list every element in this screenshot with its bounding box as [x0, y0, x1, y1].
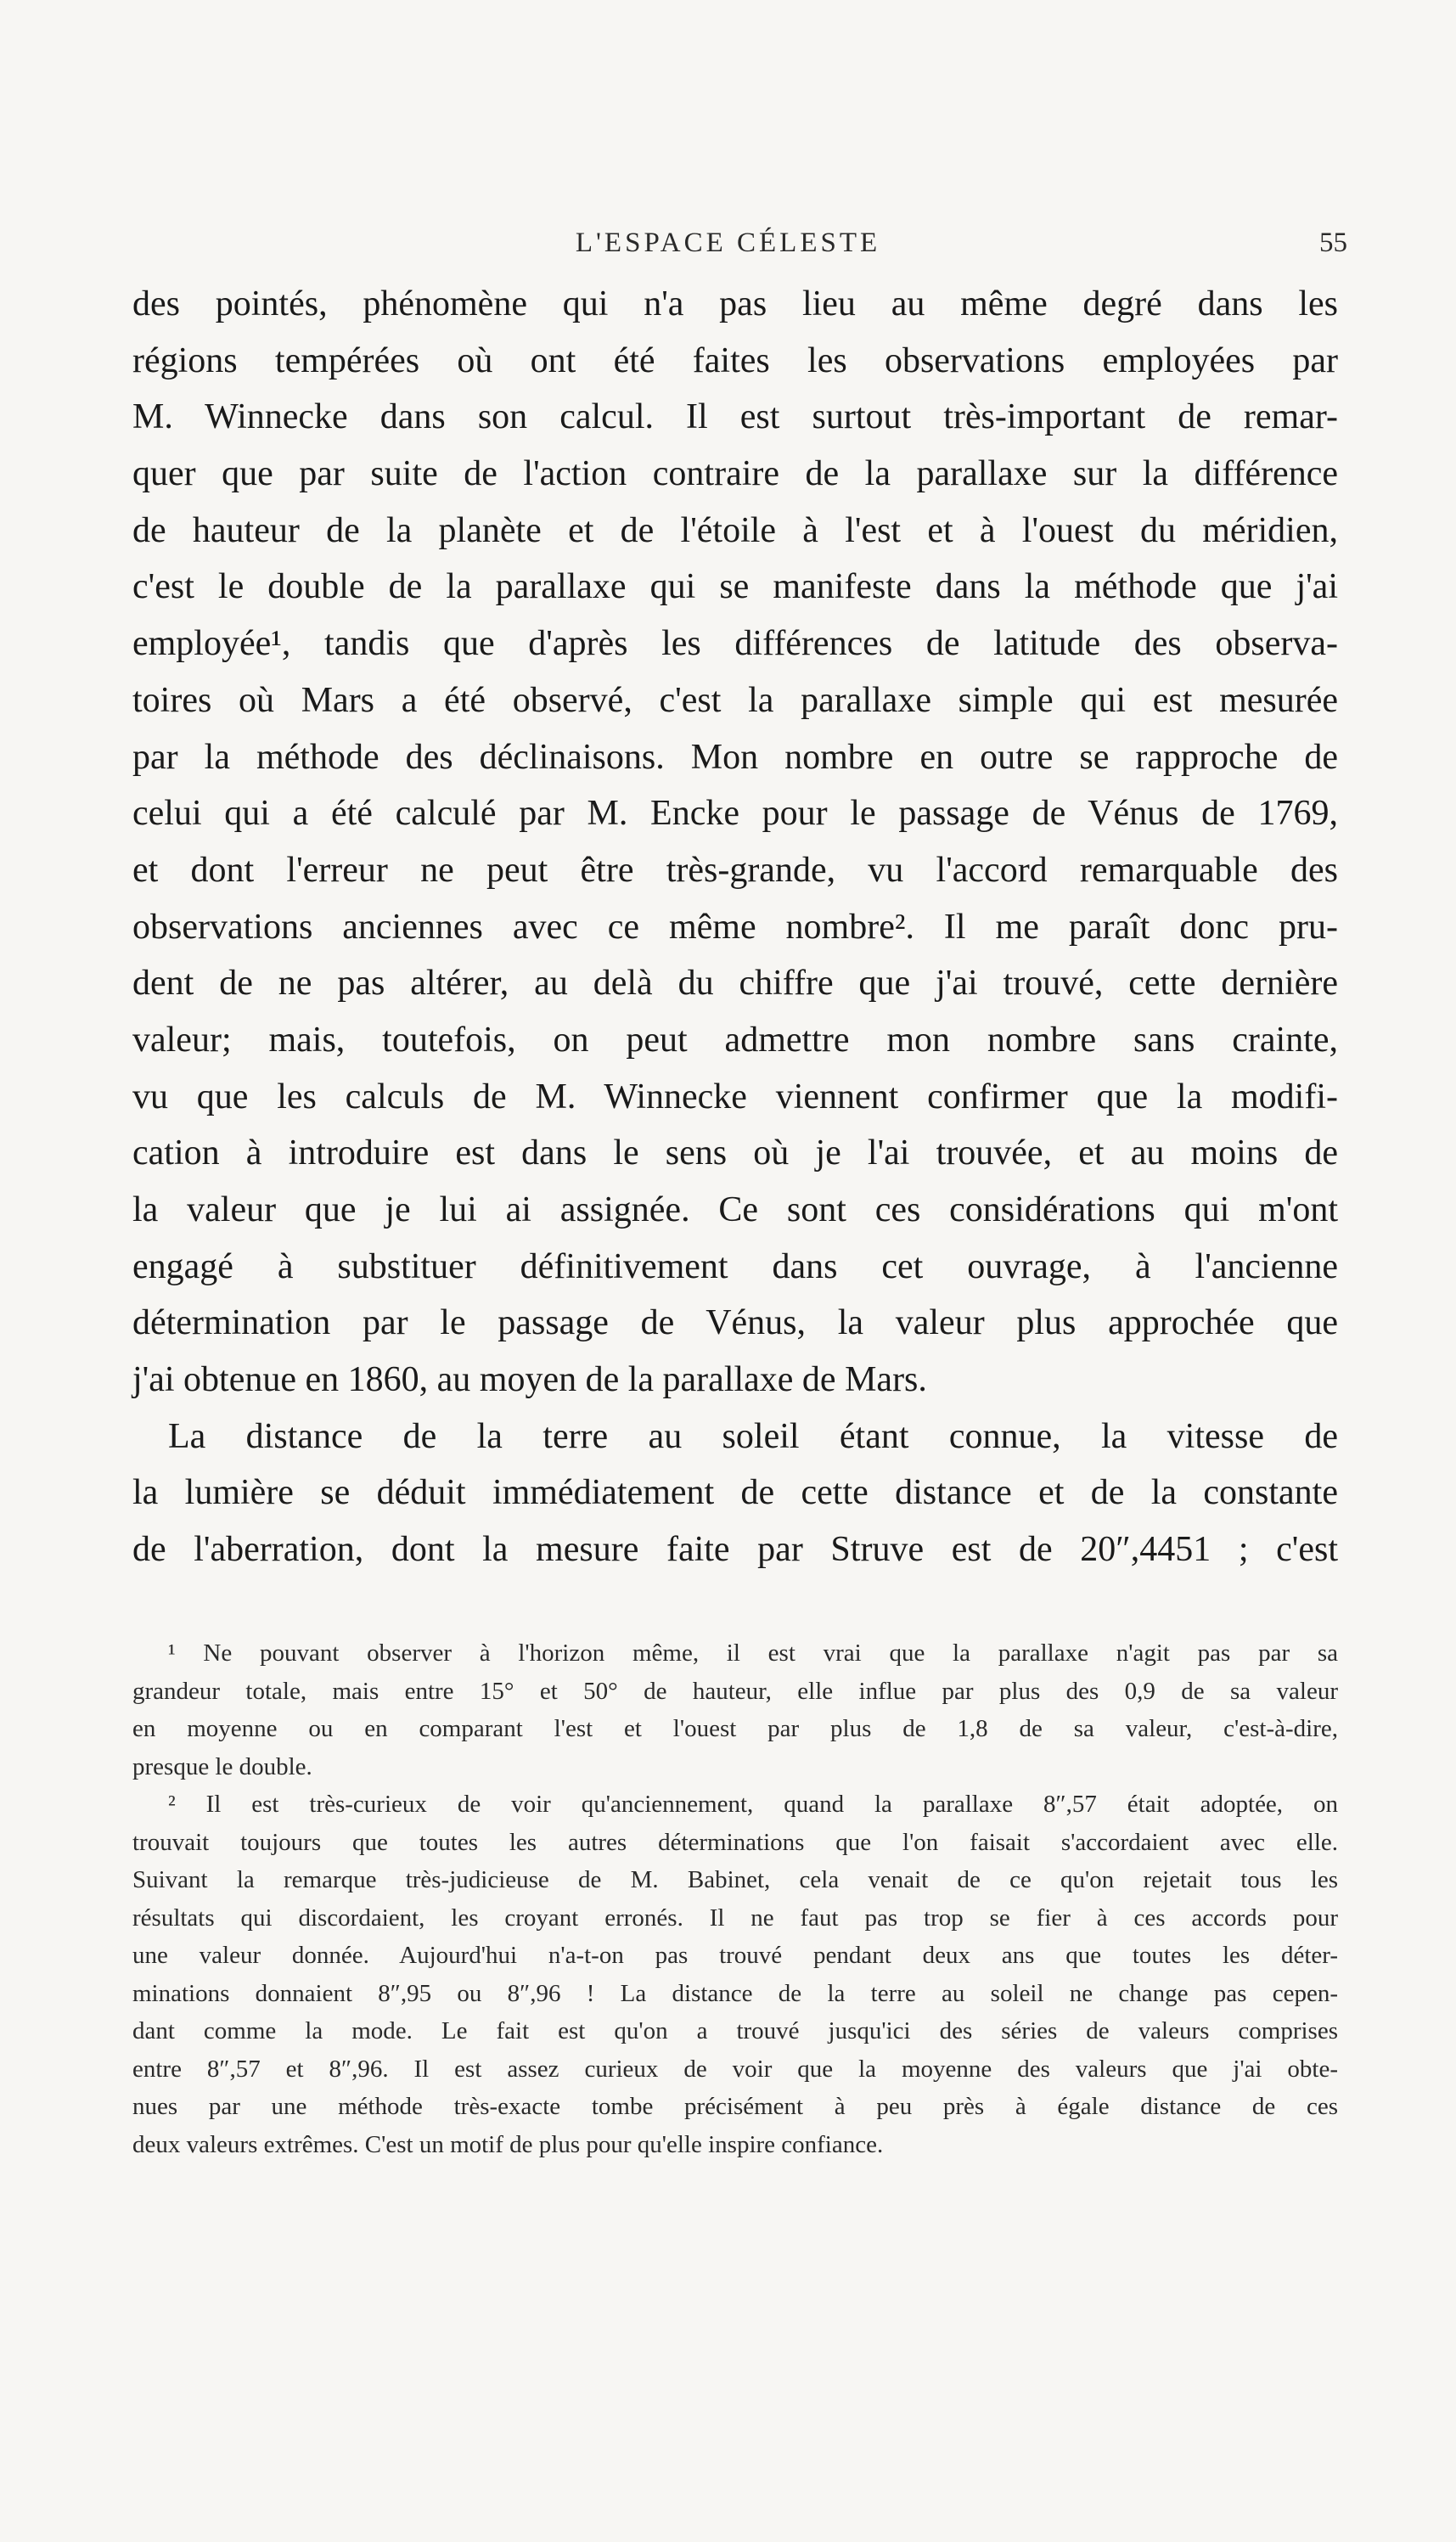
text-line: dent de ne pas altérer, au delà du chiffre que j'ai trouvé, cette dernière	[132, 964, 1338, 1004]
footnotes	[132, 1634, 1338, 2163]
footnote-line: dant comme la mode. Le fait est qu'on a trouvé jusqu'ici des séries de valeurs comprises	[132, 2017, 1338, 2044]
footnote-line: résultats qui discordaient, les croyant erronés. Il ne faut pas trop se fier à ces accords pour	[132, 1904, 1338, 1932]
text-line: de hauteur de la planète et de l'étoile à l'est et à l'ouest du méridien,	[132, 510, 1338, 550]
footnote-line: une valeur donnée. Aujourd'hui n'a-t-on pas trouvé pendant deux ans que toutes les déter-	[132, 1942, 1338, 1969]
page-number: 55	[1319, 228, 1347, 258]
footnote-line: presque le double.	[132, 1752, 312, 1780]
footnote-line: en moyenne ou en comparant l'est et l'ouest par plus de 1,8 de sa valeur, c'est-à-dire,	[132, 1715, 1338, 1742]
text-line: celui qui a été calculé par M. Encke pour le passage de Vénus de 1769,	[132, 794, 1338, 834]
text-line: des pointés, phénomène qui n'a pas lieu au même degré dans les	[132, 284, 1338, 323]
footnote-line: Suivant la remarque très-judicieuse de M. Babinet, cela venait de ce qu'on rejetait tous les	[132, 1866, 1338, 1893]
text-line: la valeur que je lui ai assignée. Ce sont ces considérations qui m'ont	[132, 1190, 1338, 1229]
text-line: quer que par suite de l'action contraire de la parallaxe sur la différence	[132, 454, 1338, 494]
main-text	[132, 276, 1338, 1578]
text-line: la lumière se déduit immédiatement de cette distance et de la constante	[132, 1473, 1338, 1513]
text-line: cation à introduire est dans le sens où je l'ai trouvée, et au moins de	[132, 1133, 1338, 1173]
running-title: L'ESPACE CÉLESTE	[575, 228, 881, 258]
text-line: par la méthode des déclinaisons. Mon nombre en outre se rapproche de	[132, 737, 1338, 777]
text-line: détermination par le passage de Vénus, la valeur plus approchée que	[132, 1303, 1338, 1343]
footnote-line: deux valeurs extrêmes. C'est un motif de plus pour qu'elle inspire confiance.	[132, 2130, 884, 2158]
text-line: observations anciennes avec ce même nombre². Il me paraît donc pru-	[132, 907, 1338, 947]
text-line: valeur; mais, toutefois, on peut admettre mon nombre sans crainte,	[132, 1020, 1338, 1060]
footnote-line: ¹ Ne pouvant observer à l'horizon même, il est vrai que la parallaxe n'agit pas par sa	[168, 1639, 1338, 1667]
text-line: employée¹, tandis que d'après les différences de latitude des observa-	[132, 624, 1338, 664]
text-line: vu que les calculs de M. Winnecke viennent confirmer que la modifi-	[132, 1077, 1338, 1116]
footnote-line: entre 8″,57 et 8″,96. Il est assez curieux de voir que la moyenne des valeurs que j'ai obte-	[132, 2055, 1338, 2083]
text-line: j'ai obtenue en 1860, au moyen de la parallaxe de Mars.	[132, 1360, 927, 1400]
text-line: toires où Mars a été observé, c'est la parallaxe simple qui est mesurée	[132, 680, 1338, 720]
footnote-line: grandeur totale, mais entre 15° et 50° de hauteur, elle influe par plus des 0,9 de sa valeur	[132, 1677, 1338, 1705]
text-line: de l'aberration, dont la mesure faite par Struve est de 20″,4451 ; c'est	[132, 1530, 1338, 1570]
text-line: engagé à substituer définitivement dans cet ouvrage, à l'ancienne	[132, 1246, 1338, 1286]
text-line: et dont l'erreur ne peut être très-grande, vu l'accord remarquable des	[132, 850, 1338, 890]
running-head	[0, 228, 1456, 262]
footnote-line: nues par une méthode très-exacte tombe précisément à peu près à égale distance de ces	[132, 2093, 1338, 2120]
text-line: régions tempérées où ont été faites les observations employées par	[132, 340, 1338, 380]
footnote-line: minations donnaient 8″,95 ou 8″,96 ! La distance de la terre au soleil ne change pas cepen-	[132, 1979, 1338, 2007]
text-line: M. Winnecke dans son calcul. Il est surtout très-important de remar-	[132, 397, 1338, 437]
text-line: c'est le double de la parallaxe qui se manifeste dans la méthode que j'ai	[132, 567, 1338, 607]
footnote-line: trouvait toujours que toutes les autres déterminations que l'on faisait s'accordaient avec elle.	[132, 1828, 1338, 1856]
text-line: La distance de la terre au soleil étant connue, la vitesse de	[168, 1416, 1338, 1456]
footnote-line: ² Il est très-curieux de voir qu'anciennement, quand la parallaxe 8″,57 était adoptée, on	[168, 1791, 1338, 1818]
